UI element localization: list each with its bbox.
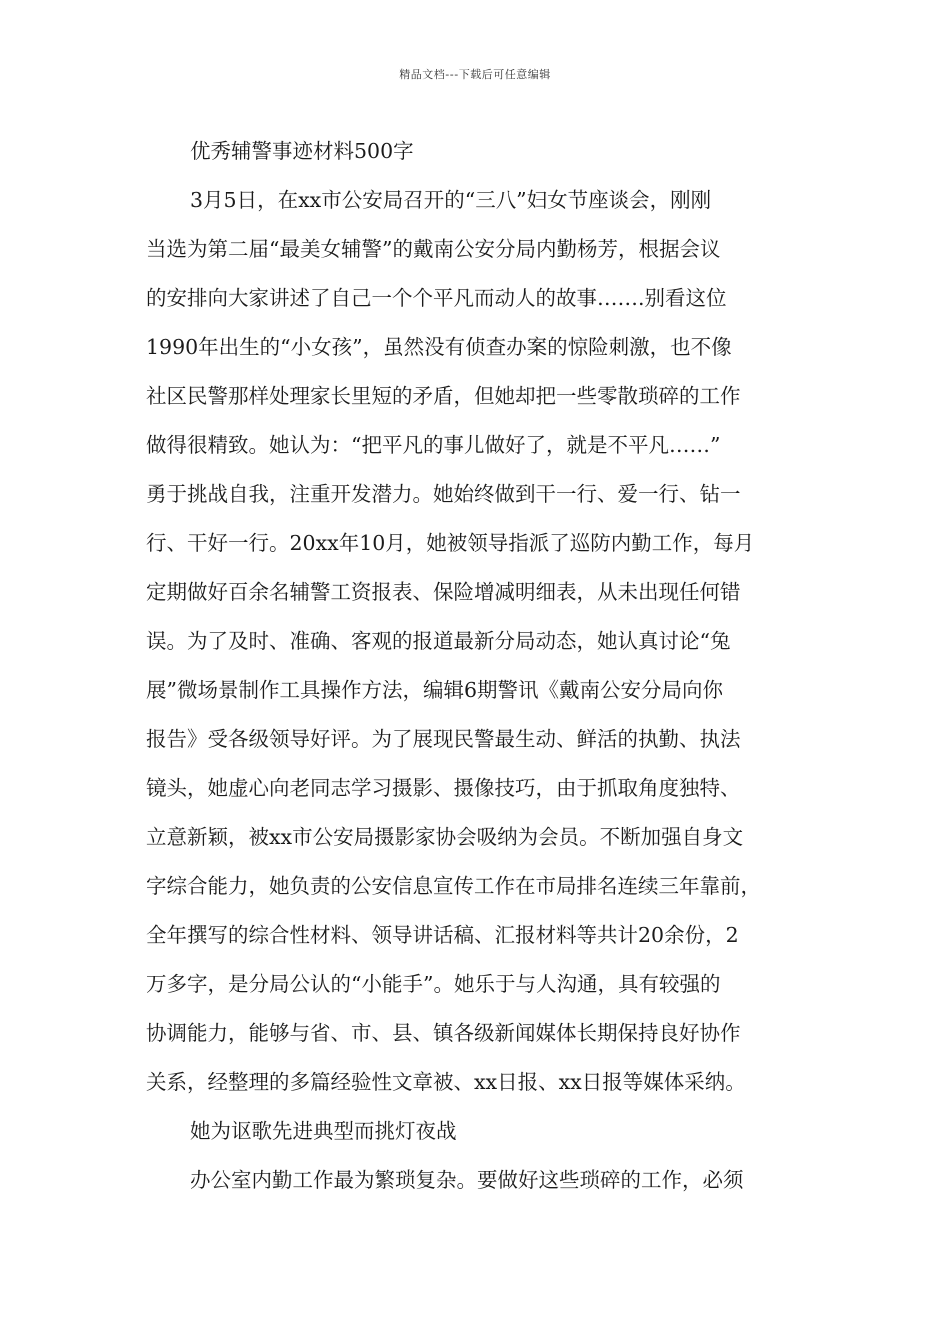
page-header: 精品文档---下载后可任意编辑 (399, 68, 551, 81)
paragraph-line: 的安排向大家讲述了自己一个个平凡而动人的故事…….别看这位 (146, 286, 727, 310)
document-title: 优秀辅警事迹材料500字 (190, 139, 414, 163)
paragraph-line: 定期做好百余名辅警工资报表、保险增减明细表，从未出现任何错 (146, 580, 741, 604)
paragraph-line: 1990年出生的“小女孩”，虽然没有侦查办案的惊险刺激，也不像 (146, 335, 732, 359)
paragraph-line: 社区民警那样处理家长里短的矛盾，但她却把一些零散琐碎的工作 (146, 384, 741, 408)
paragraph-line: 3月5日，在xx市公安局召开的“三八”妇女节座谈会，刚刚 (190, 188, 712, 212)
paragraph-line: 误。为了及时、准确、客观的报道最新分局动态，她认真讨论“兔 (146, 629, 731, 653)
paragraph-line: 行、干好一行。20xx年10月，她被领导指派了巡防内勤工作，每月 (146, 531, 755, 555)
paragraph-line: 报告》受各级领导好评。为了展现民警最生动、鲜活的执勤、执法 (146, 727, 741, 751)
paragraph-line: 做得很精致。她认为：“把平凡的事儿做好了，就是不平凡……” (146, 433, 721, 457)
paragraph-line: 万多字，是分局公认的“小能手”。她乐于与人沟通，具有较强的 (146, 972, 721, 996)
section-subheading: 她为讴歌先进典型而挑灯夜战 (190, 1119, 457, 1143)
paragraph-line: 全年撰写的综合性材料、领导讲话稿、汇报材料等共计20余份，2 (146, 923, 739, 947)
document-body (146, 127, 806, 1205)
paragraph-line: 字综合能力，她负责的公安信息宣传工作在市局排名连续三年靠前， (146, 874, 761, 898)
paragraph-line: 办公室内勤工作最为繁琐复杂。要做好这些琐碎的工作，必须 (190, 1168, 744, 1192)
paragraph-line: 勇于挑战自我，注重开发潜力。她始终做到干一行、爱一行、钻一 (146, 482, 741, 506)
paragraph-line: 展”微场景制作工具操作方法，编辑6期警讯《戴南公安分局向你 (146, 678, 724, 702)
paragraph-line: 镜头，她虚心向老同志学习摄影、摄像技巧，由于抓取角度独特、 (146, 776, 741, 800)
paragraph-line: 当选为第二届“最美女辅警”的戴南公安分局内勤杨芳，根据会议 (146, 237, 721, 261)
paragraph-line: 协调能力，能够与省、市、县、镇各级新闻媒体长期保持良好协作 (146, 1021, 741, 1045)
paragraph-line: 立意新颖，被xx市公安局摄影家协会吸纳为会员。不断加强自身文 (146, 825, 744, 849)
paragraph-line: 关系，经整理的多篇经验性文章被、xx日报、xx日报等媒体采纳。 (146, 1070, 746, 1094)
